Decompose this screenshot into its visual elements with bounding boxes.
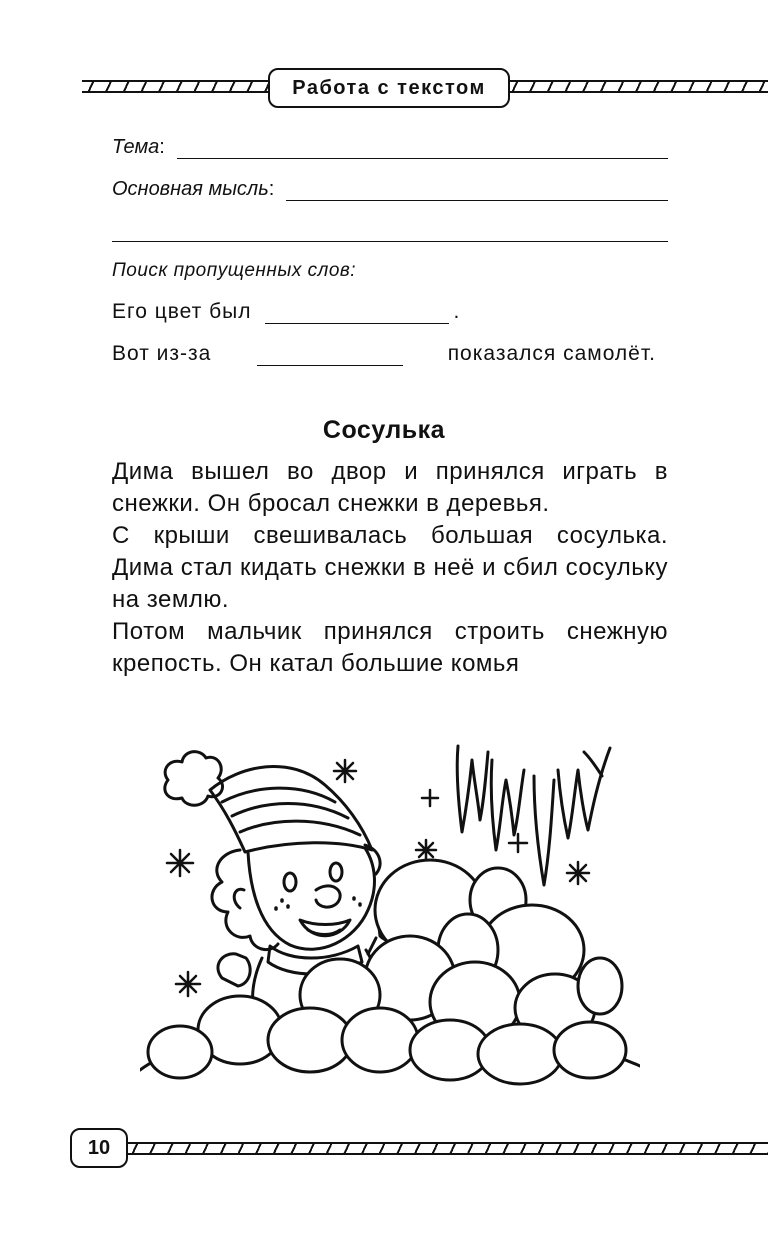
tema-colon: : [159, 136, 165, 158]
page-number: 10 [87, 1136, 111, 1159]
sentence-2-start: Вот из-за [112, 342, 212, 365]
page-number-badge [70, 1128, 128, 1168]
story-paragraph: С крыши свешивалась большая сосулька. Дима стал кидать снежки в неё и сбил сосульку на землю. [112, 522, 668, 613]
snow-fort-drawing [140, 860, 640, 1084]
fill-sentence-2 [112, 342, 656, 366]
story-paragraph: Потом мальчик принялся строить снежную крепость. Он катал большие комья [112, 618, 668, 677]
sentence-2-blank[interactable] [257, 348, 403, 366]
story-text [112, 456, 668, 680]
header-rule-right [506, 80, 768, 93]
footer-rule [126, 1142, 768, 1155]
tema-label: Тема [112, 136, 160, 158]
tema-blank[interactable] [177, 141, 668, 159]
missing-words-label: Поиск пропущенных слов: [112, 260, 357, 281]
sentence-2-end: показался самолёт. [447, 342, 656, 365]
main-idea-field[interactable] [112, 178, 668, 201]
header-rule-left [82, 80, 272, 93]
story-title: Сосулька [322, 416, 446, 444]
main-idea-colon: : [268, 178, 275, 200]
sentence-1-blank[interactable] [265, 306, 449, 324]
icicles-drawing [457, 746, 610, 885]
sentence-1-end: . [453, 300, 461, 323]
main-idea-blank-line-2[interactable] [112, 228, 668, 242]
section-title-badge [268, 68, 510, 108]
story-paragraph: Дима вышел во двор и принялся играть в снежки. Он бросал снежки в деревья. [112, 458, 668, 517]
tema-field[interactable] [112, 136, 668, 159]
section-title: Работа с текстом [292, 76, 486, 99]
fill-sentence-1 [112, 300, 460, 324]
boy-snow-fort-illustration [140, 740, 640, 1095]
main-idea-blank[interactable] [286, 183, 668, 201]
main-idea-label: Основная мысль [112, 178, 269, 200]
sentence-1-start: Его цвет был [112, 300, 252, 323]
